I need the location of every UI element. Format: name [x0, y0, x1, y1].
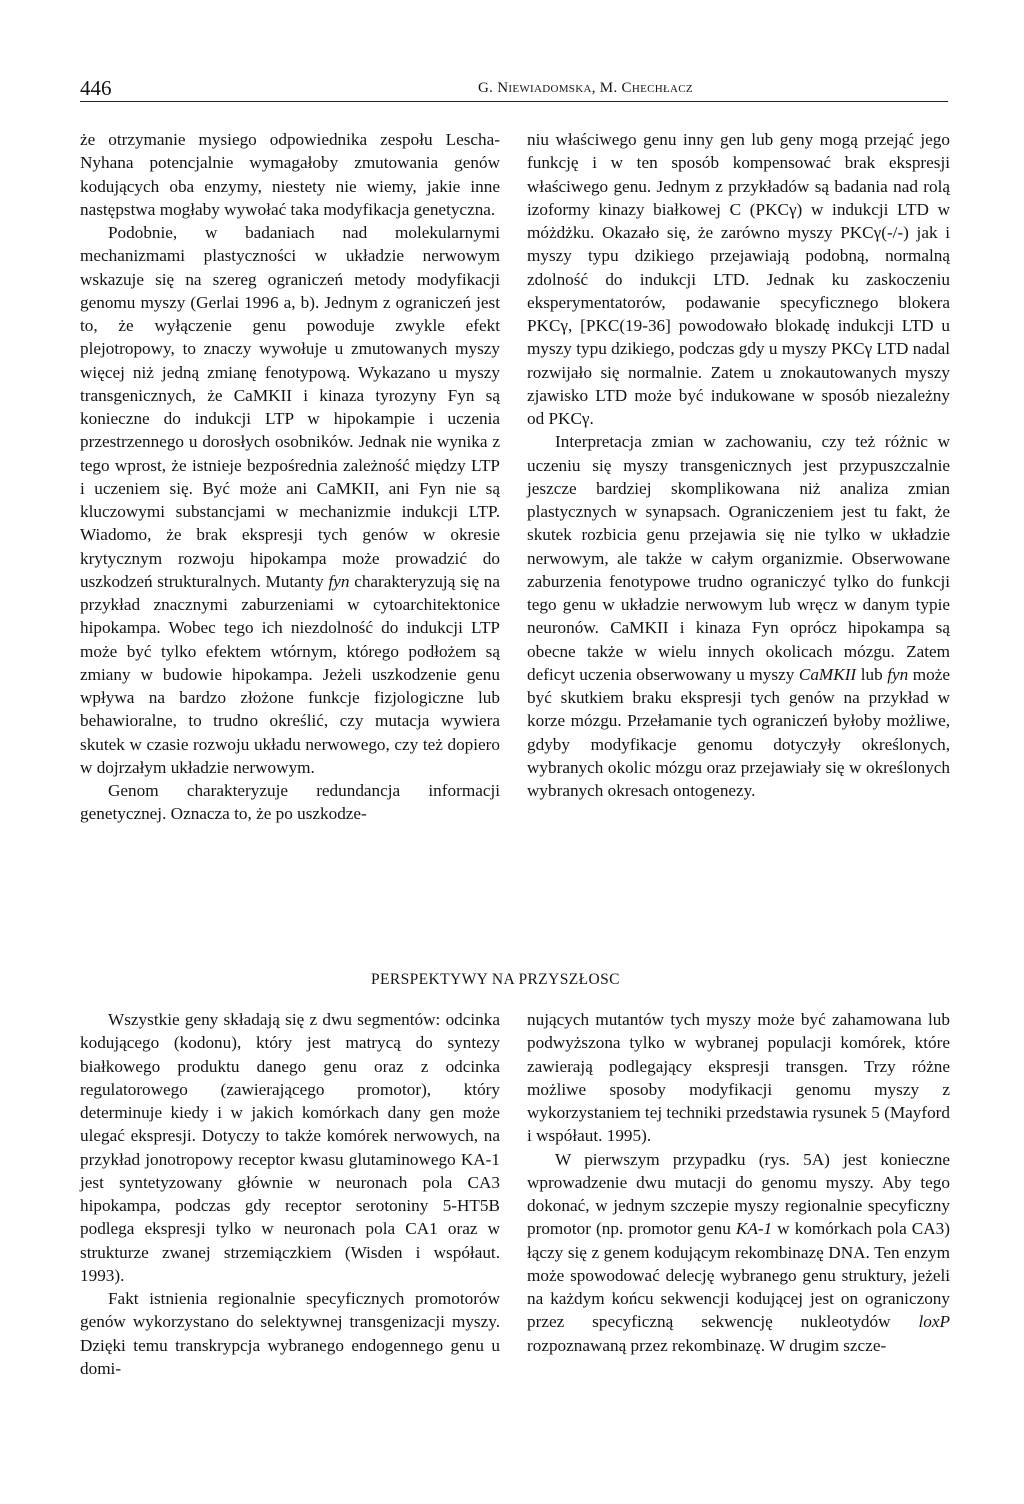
running-head-authors: G. Niewiadomska, M. Chechłacz [478, 80, 693, 96]
paragraph: Genom charakteryzuje redundancja informacji genetycznej. Oznacza to, że po uszkodze- [80, 781, 500, 824]
paragraph-text: lub [860, 664, 883, 684]
bottom-left-column [80, 1008, 500, 1380]
paragraph: Fakt istnienia regionalnie specyficznych promotorów genów wykorzystano do selektywnej transgenizacji myszy. Dzięki temu transkrypcja wybranego endogennego genu u domi- [80, 1289, 500, 1378]
paragraph [527, 1148, 950, 1357]
paragraph: Wszystkie geny składają się z dwu segmentów: odcinka kodującego (kodonu), który jest matrycą do syntezy białkowego produktu danego genu oraz z odcinka regulatorowego (zawierającego promotor), który determinuje kiedy i w jakich komórkach dany gen może ulegać ekspresji. Dotyczy to także komórek nerwowych, na przykład jonotropowy receptor kwasu glutaminowego KA-1 jest syntetyzowany głównie w neuronach pola CA3 hipokampa, podczas gdy receptor serotoniny 5-HT5B podlega ekspresji tylko w neuronach pola CA1 oraz w strukturze zwanej strzemiączkiem (Wisden i współaut. 1993). [80, 1010, 500, 1285]
paragraph: nujących mutantów tych myszy może być zahamowana lub podwyższona tylko w wybranej populacji komórek, które zawierają podlegający ekspresji transgen. Trzy różne możliwe sposoby modyfikacji genomu myszy z wykorzystaniem tej techniki przedstawia rysunek 5 (Mayford i współaut. 1995). [527, 1010, 950, 1146]
sequence-name-italic: loxP [918, 1312, 950, 1332]
section-heading: PERSPEKTYWY NA PRZYSZŁOSC [371, 971, 620, 988]
paragraph-text: W pierwszym przypadku (rys. 5A) jest konieczne wprowadzenie dwu mutacji do genomu myszy. Aby tego dokonać, w jednym szczepie myszy regionalnie specyficzny promotor (np. promotor genu [527, 1149, 950, 1239]
header-rule [80, 101, 948, 102]
gene-name-italic: fyn [328, 571, 350, 591]
gene-name-italic: fyn [887, 664, 909, 684]
paragraph-text: w komórkach pola CA3) łączy się z genem kodującym rekombinazę DNA. Ten enzym może spowodować delecję wybranego genu struktury, jeżeli na każdym końcu sekwencji kodującej jest on ograniczony przez specyficzną sekwencję nukleotydów [527, 1219, 950, 1332]
paragraph-text: Podobnie, w badaniach nad molekularnymi mechanizmami plastyczności w układzie nerwowym wskazuje się na szereg ograniczeń metody modyfikacji genomu myszy (Gerlai 1996 a, b). Jednym z ograniczeń jest to, że wyłączenie genu powoduje zwykle efekt plejotropowy, to znaczy wywołuje u zmutowanych myszy więcej niż jedną zmianę fenotypową. Wykazano u myszy transgenicznych, że CaMKII i kinaza tyrozyny Fyn są konieczne do indukcji LTP w hipokampie i uczenia przestrzennego u dorosłych osobników. Jednak nie wynika z tego wprost, że istnieje bezpośrednia zależność między LTP i uczeniem się. Być może ani CaMKII, ani Fyn nie są kluczowymi substancjami w mechanizmie indukcji LTP. Wiadomo, że brak ekspresji tych genów w okresie krytycznym rozwoju hipokampa może prowadzić do uszkodzeń strukturalnych. [80, 223, 500, 591]
top-left-column [80, 128, 500, 826]
paragraph-text: Interpretacja zmian w zachowaniu, czy też różnic w uczeniu się myszy transgenicznych jest przypuszczalnie jeszcze bardziej skomplikowana niż analiza zmian plastycznych w synapsach. Ograniczeniem jest tu fakt, że skutek rozbicia genu przejawia się nie tylko w układzie nerwowym, ale także w całym organizmie. Obserwowane zaburzenia fenotypowe trudno ograniczyć tylko do funkcji tego genu w układzie nerwowym lub wręcz w danym typie neuronów. CaMKII i kinaza Fyn oprócz hipokampa są obecne także w wielu innych okolicach mózgu. Zatem deficyt uczenia obserwowany u myszy [527, 432, 950, 684]
paragraph [527, 430, 950, 802]
paragraph-text: może być skutkiem braku ekspresji tych genów na przykład w korze mózgu. Przełamanie tych ograniczeń byłoby możliwe, gdyby modyfikacje genomu dotyczyły określonych, wybranych okolic mózgu oraz przejawiały się w określonych wybranych okresach ontogenezy. [527, 664, 950, 800]
paragraph-text: charakteryzują się na przykład znacznymi zaburzeniami w cytoarchitektonice hipokampa. Wobec tego ich niezdolność do indukcji LTP może być tylko efektem wtórnym, którego podłożem są zmiany w budowie hipokampa. Jeżeli uszkodzenie genu wpływa na bardzo złożone funkcje fizjologiczne lub behawioralne, to trudno określić, czy mutacja wywiera skutek w czasie rozwoju układu nerwowego, czy też dopiero w dojrzałym układzie nerwowym. [80, 571, 501, 777]
paragraph: że otrzymanie mysiego odpowiednika zespołu Lescha-Nyhana potencjalnie wymagałoby zmutowania genów kodujących oba enzymy, niestety nie wiemy, jakie inne następstwa mogłaby wywołać taka modyfikacja genetyczna. [80, 130, 500, 219]
gene-name-italic: KA-1 [735, 1219, 773, 1239]
top-right-column [527, 128, 950, 802]
gene-name-italic: CaMKII [798, 664, 857, 684]
paragraph-text: Mutanty [265, 571, 324, 591]
paragraph-text: rozpoznawaną przez rekombinazę. W drugim szcze- [527, 1335, 887, 1355]
running-header [80, 76, 948, 102]
paragraph: niu właściwego genu inny gen lub geny mogą przejąć jego funkcję i w ten sposób kompensować brak ekspresji właściwego genu. Jednym z przykładów są badania nad rolą izoformy kinazy białkowej C (PKCγ) w indukcji LTD w móżdżku. Okazało się, że zarówno myszy PKCγ(-/-) jak i myszy typu dzikiego przejawiają podobną, normalną zdolność do indukcji LTD. Jednak ku zaskoczeniu eksperymentatorów, podawanie specyficznego blokera PKCγ, [PKC(19-36] powodowało blokadę indukcji LTD u myszy typu dzikiego, podczas gdy u myszy PKCγ LTD nadal rozwijało się normalnie. Zatem u znokautowanych myszy zjawisko LTD może być indukowane w sposób niezależny od PKCγ. [527, 130, 950, 428]
paragraph [80, 221, 500, 779]
page-number: 446 [80, 76, 112, 100]
bottom-right-column [527, 1008, 950, 1357]
